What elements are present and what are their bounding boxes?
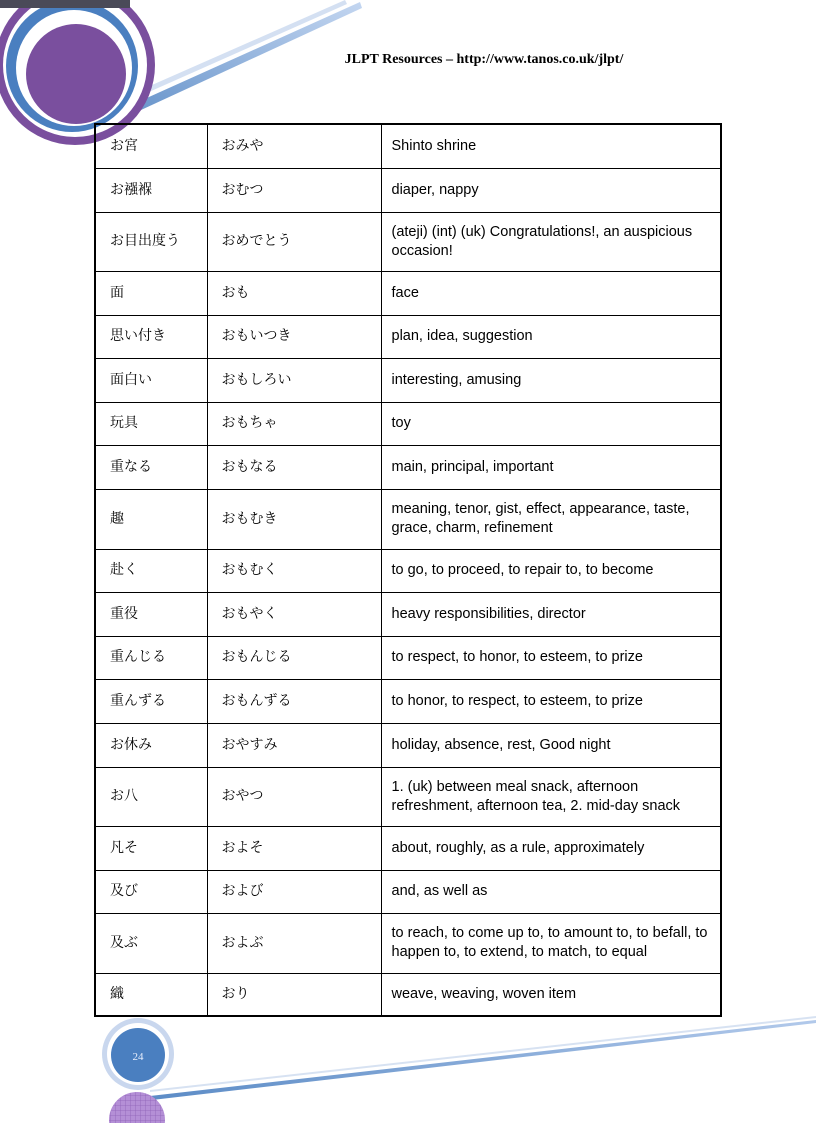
kana-cell: おも xyxy=(207,271,381,315)
kanji-cell: お休み xyxy=(95,723,207,767)
kana-cell: おもやく xyxy=(207,592,381,636)
table-row xyxy=(95,870,721,913)
kanji-cell: 重んずる xyxy=(95,679,207,723)
meaning-cell: holiday, absence, rest, Good night xyxy=(381,723,721,767)
meaning-cell: and, as well as xyxy=(381,870,721,913)
kana-cell: おもむく xyxy=(207,549,381,592)
kanji-cell: お目出度う xyxy=(95,212,207,271)
table-row xyxy=(95,636,721,679)
meaning-cell: to reach, to come up to, to amount to, to befall, to happen to, to extend, to match, to equal xyxy=(381,913,721,973)
kanji-cell: 赴く xyxy=(95,549,207,592)
kana-cell: おもんずる xyxy=(207,679,381,723)
table-row xyxy=(95,402,721,445)
meaning-cell: plan, idea, suggestion xyxy=(381,315,721,358)
vocabulary-table xyxy=(94,123,722,1017)
table-row xyxy=(95,826,721,870)
kana-cell: おもしろい xyxy=(207,358,381,402)
page-header-title: JLPT Resources – http://www.tanos.co.uk/jlpt/ xyxy=(344,52,624,67)
table-row xyxy=(95,271,721,315)
kanji-cell: 重んじる xyxy=(95,636,207,679)
meaning-cell: main, principal, important xyxy=(381,445,721,489)
kanji-cell: 及び xyxy=(95,870,207,913)
kana-cell: おもむき xyxy=(207,489,381,549)
meaning-cell: to honor, to respect, to esteem, to prize xyxy=(381,679,721,723)
kana-cell: おもいつき xyxy=(207,315,381,358)
kana-cell: おむつ xyxy=(207,168,381,212)
kana-cell: およぶ xyxy=(207,913,381,973)
table-row xyxy=(95,445,721,489)
kana-cell: および xyxy=(207,870,381,913)
meaning-cell: to respect, to honor, to esteem, to prize xyxy=(381,636,721,679)
meaning-cell: face xyxy=(381,271,721,315)
kanji-cell: 織 xyxy=(95,973,207,1016)
table-row xyxy=(95,767,721,826)
meaning-cell: weave, weaving, woven item xyxy=(381,973,721,1016)
table-row xyxy=(95,592,721,636)
table-row xyxy=(95,679,721,723)
meaning-cell: Shinto shrine xyxy=(381,124,721,168)
meaning-cell: to go, to proceed, to repair to, to become xyxy=(381,549,721,592)
table-row xyxy=(95,358,721,402)
table-row xyxy=(95,723,721,767)
kanji-cell: 趣 xyxy=(95,489,207,549)
kanji-cell: 思い付き xyxy=(95,315,207,358)
table-row xyxy=(95,124,721,168)
table-row xyxy=(95,489,721,549)
kanji-cell: 凡そ xyxy=(95,826,207,870)
kanji-cell: お襁褓 xyxy=(95,168,207,212)
page-number: 24 xyxy=(132,1051,144,1063)
meaning-cell: interesting, amusing xyxy=(381,358,721,402)
meaning-cell: 1. (uk) between meal snack, afternoon refreshment, afternoon tea, 2. mid-day snack xyxy=(381,767,721,826)
kanji-cell: お宮 xyxy=(95,124,207,168)
meaning-cell: about, roughly, as a rule, approximately xyxy=(381,826,721,870)
meaning-cell: toy xyxy=(381,402,721,445)
meaning-cell: (ateji) (int) (uk) Congratulations!, an auspicious occasion! xyxy=(381,212,721,271)
kanji-cell: 及ぶ xyxy=(95,913,207,973)
kana-cell: おやすみ xyxy=(207,723,381,767)
table-row xyxy=(95,212,721,271)
table-row xyxy=(95,913,721,973)
kanji-cell: 玩具 xyxy=(95,402,207,445)
meaning-cell: diaper, nappy xyxy=(381,168,721,212)
kanji-cell: 重なる xyxy=(95,445,207,489)
kana-cell: おり xyxy=(207,973,381,1016)
kanji-cell: 重役 xyxy=(95,592,207,636)
kana-cell: およそ xyxy=(207,826,381,870)
table-row xyxy=(95,315,721,358)
kana-cell: おもちゃ xyxy=(207,402,381,445)
table-row xyxy=(95,168,721,212)
table-row xyxy=(95,549,721,592)
kanji-cell: 面 xyxy=(95,271,207,315)
kana-cell: おもなる xyxy=(207,445,381,489)
kana-cell: おもんじる xyxy=(207,636,381,679)
kanji-cell: お八 xyxy=(95,767,207,826)
kana-cell: おみや xyxy=(207,124,381,168)
meaning-cell: meaning, tenor, gist, effect, appearance, taste, grace, charm, refinement xyxy=(381,489,721,549)
kana-cell: おめでとう xyxy=(207,212,381,271)
kana-cell: おやつ xyxy=(207,767,381,826)
meaning-cell: heavy responsibilities, director xyxy=(381,592,721,636)
kanji-cell: 面白い xyxy=(95,358,207,402)
footer-decoration xyxy=(0,1010,816,1123)
